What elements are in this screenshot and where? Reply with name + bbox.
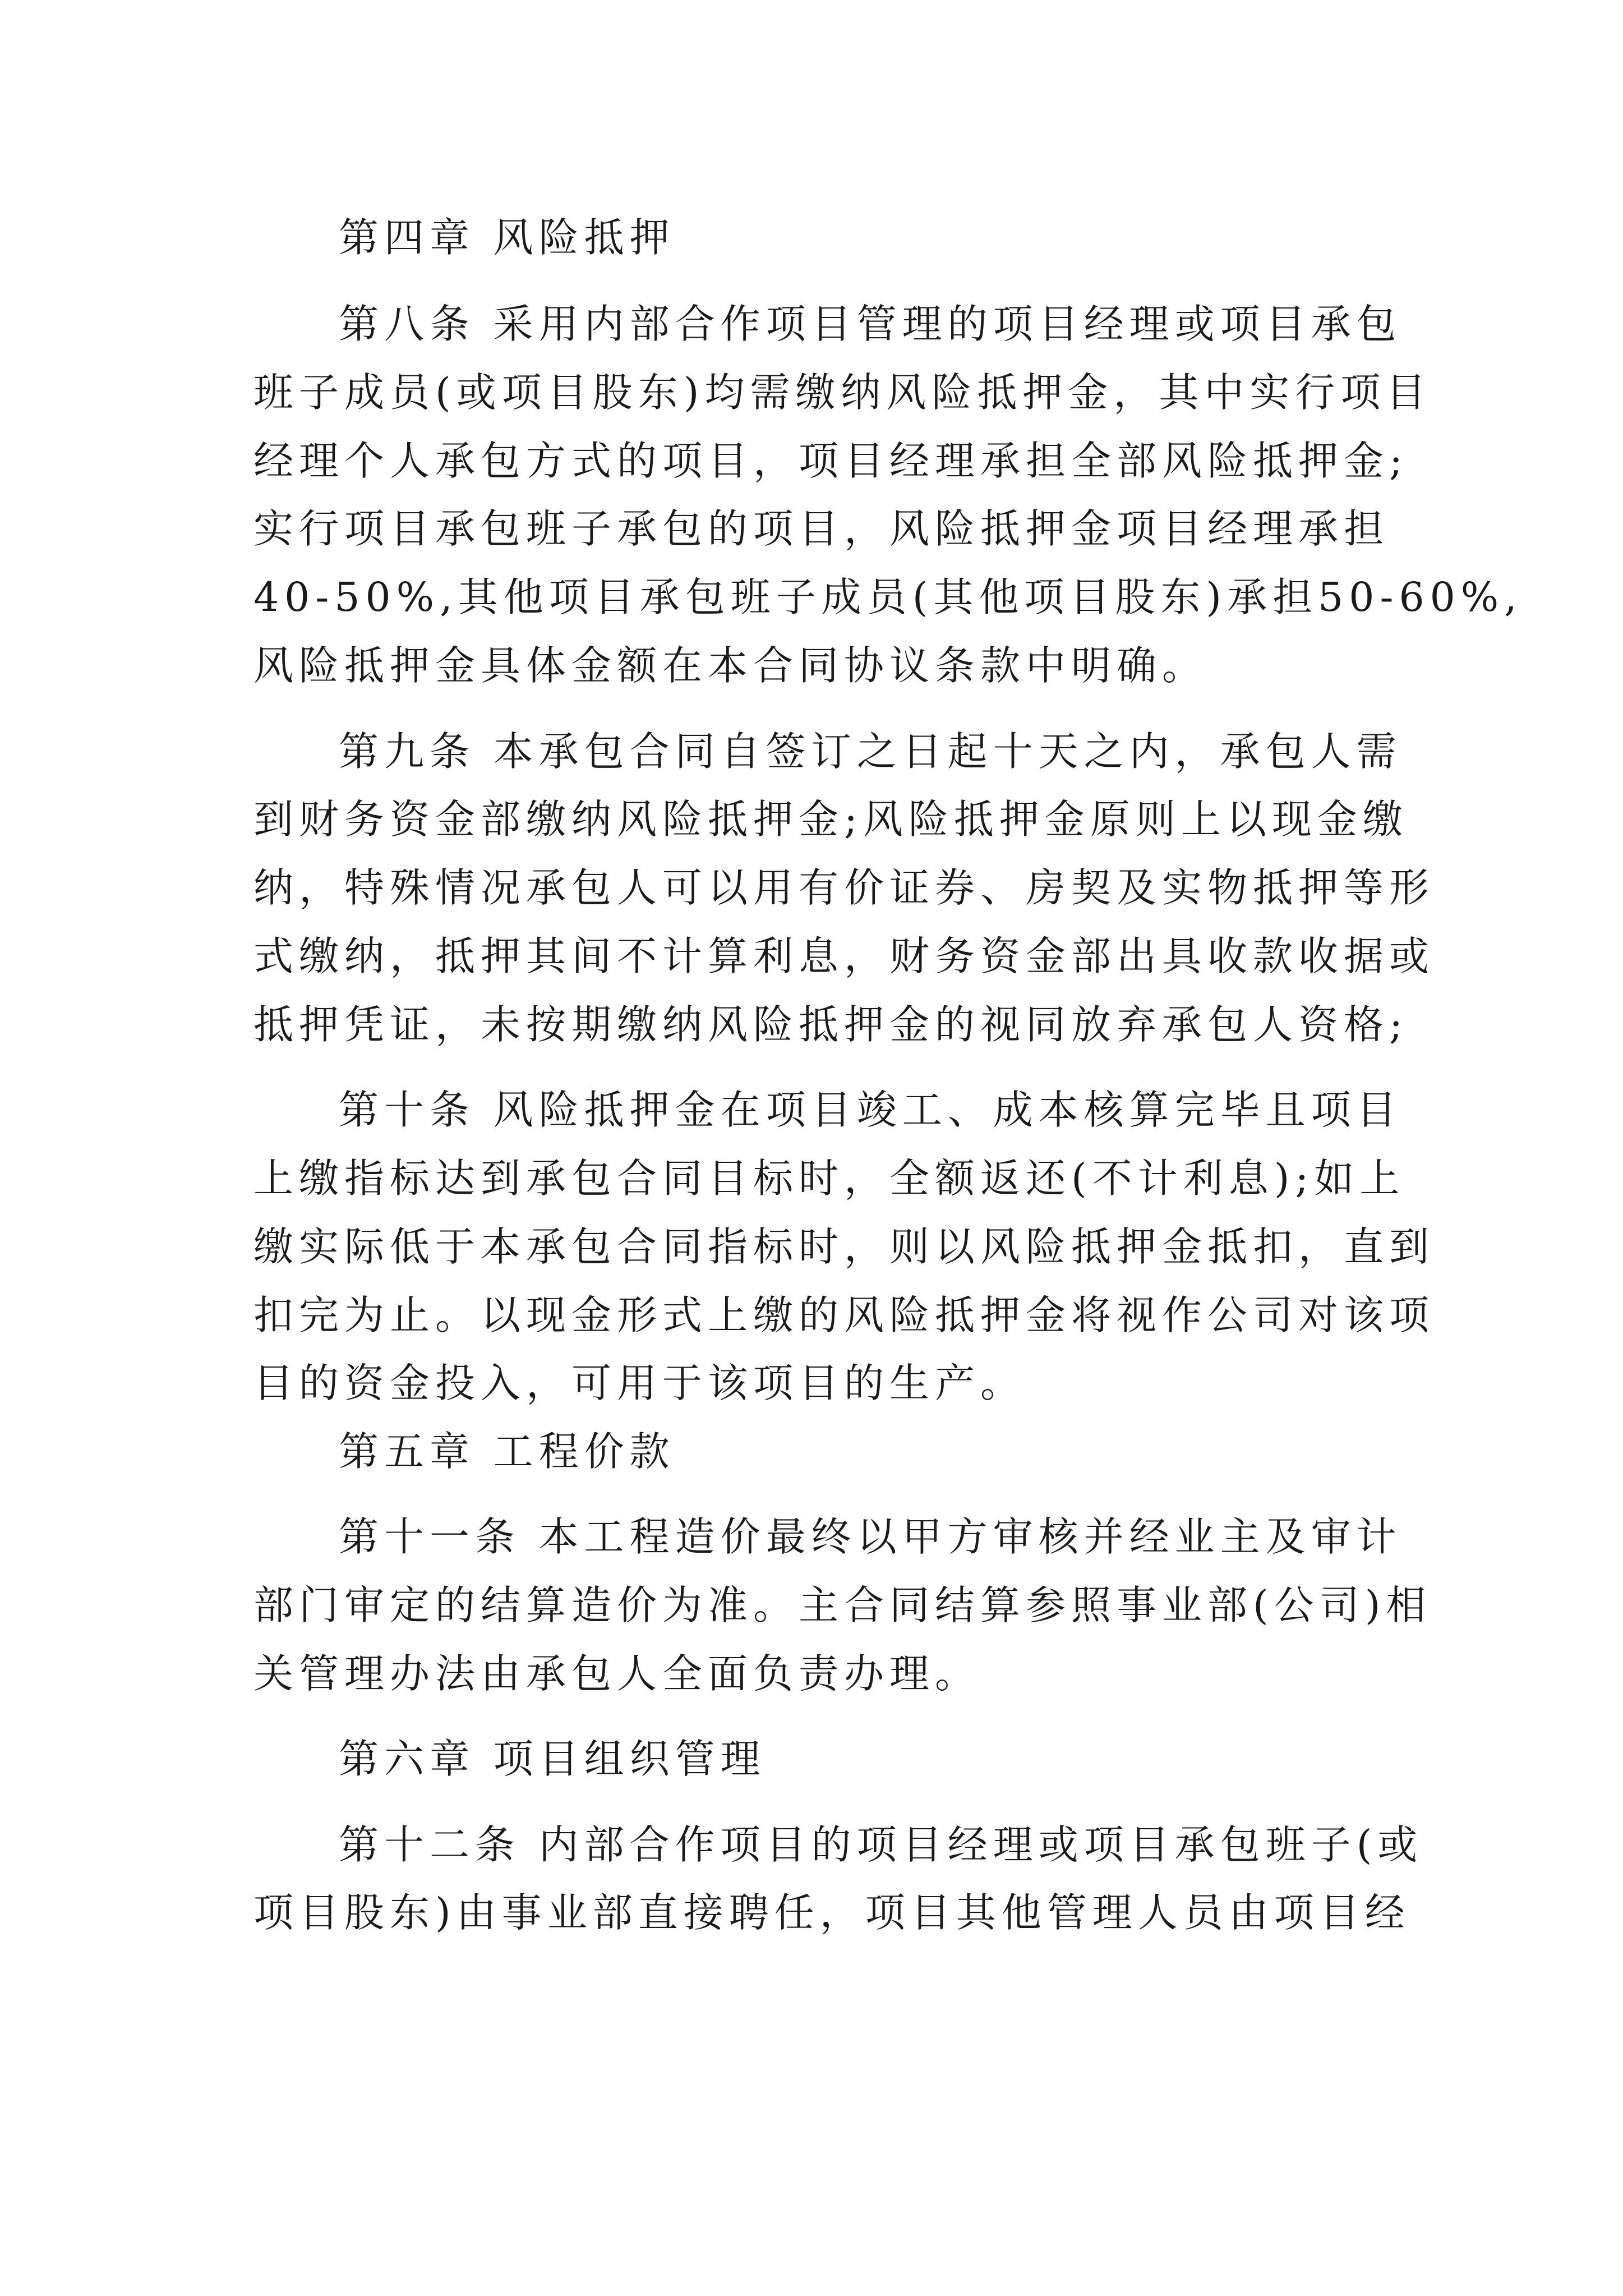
article-8-line-3: 经理个人承包方式的项目，项目经理承担全部风险抵押金; bbox=[253, 438, 1408, 484]
article-9-line-4: 式缴纳，抵押其间不计算利息，财务资金部出具收款收据或 bbox=[253, 933, 1435, 979]
article-10-line-4: 扣完为止。以现金形式上缴的风险抵押金将视作公司对该项 bbox=[253, 1292, 1435, 1338]
article-9-line-5: 抵押凭证，未按期缴纳风险抵押金的视同放弃承包人资格; bbox=[253, 1001, 1408, 1048]
article-11-line-2: 部门审定的结算造价为准。主合同结算参照事业部(公司)相 bbox=[253, 1582, 1432, 1628]
article-10-line-5: 目的资金投入，可用于该项目的生产。 bbox=[253, 1360, 1026, 1406]
article-8-line-4: 实行项目承包班子承包的项目，风险抵押金项目经理承担 bbox=[253, 505, 1390, 552]
article-10-line-3: 缴实际低于本承包合同指标时，则以风险抵押金抵扣，直到 bbox=[253, 1223, 1435, 1270]
article-12-line-1: 第十二条 内部合作项目的项目经理或项目承包班子(或 bbox=[339, 1821, 1423, 1868]
article-8-line-1: 第八条 采用内部合作项目管理的项目经理或项目承包 bbox=[339, 301, 1402, 347]
article-10-line-2: 上缴指标达到承包合同目标时，全额返还(不计利息);如上 bbox=[253, 1155, 1405, 1202]
article-11-line-1: 第十一条 本工程造价最终以甲方审核并经业主及审计 bbox=[339, 1513, 1402, 1560]
article-12-line-2: 项目股东)由事业部直接聘任，项目其他管理人员由项目经 bbox=[253, 1889, 1410, 1936]
chapter-heading-6: 第六章 项目组织管理 bbox=[339, 1736, 766, 1782]
article-8-line-2: 班子成员(或项目股东)均需缴纳风险抵押金，其中实行项目 bbox=[253, 369, 1432, 416]
article-11-line-3: 关管理办法由承包人全面负责办理。 bbox=[253, 1650, 981, 1697]
article-9-line-3: 纳，特殊情况承包人可以用有价证券、房契及实物抵押等形 bbox=[253, 864, 1435, 911]
article-10-line-1: 第十条 风险抵押金在项目竣工、成本核算完毕且项目 bbox=[339, 1087, 1402, 1133]
article-8-line-6: 风险抵押金具体金额在本合同协议条款中明确。 bbox=[253, 642, 1208, 689]
article-9-line-1: 第九条 本承包合同自签订之日起十天之内，承包人需 bbox=[339, 728, 1402, 775]
article-9-line-2: 到财务资金部缴纳风险抵押金;风险抵押金原则上以现金缴 bbox=[253, 796, 1408, 843]
chapter-heading-5: 第五章 工程价款 bbox=[339, 1428, 675, 1475]
article-8-line-5: 40-50%,其他项目承包班子成员(其他项目股东)承担50-60%, bbox=[253, 574, 1523, 620]
chapter-heading-4: 第四章 风险抵押 bbox=[339, 214, 675, 261]
